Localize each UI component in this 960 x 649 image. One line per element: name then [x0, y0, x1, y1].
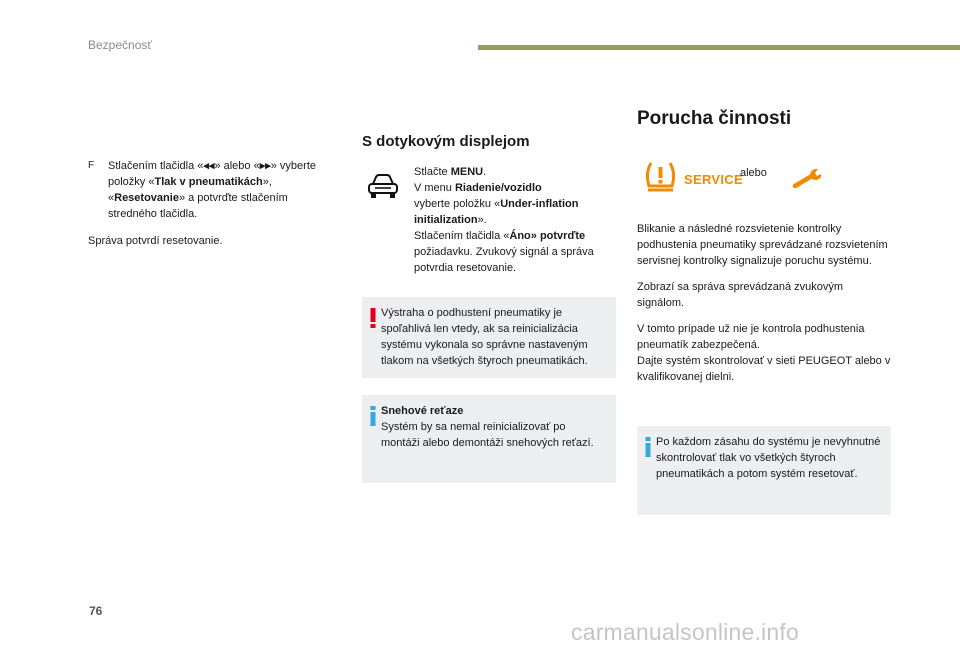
reset-instructions [88, 158, 338, 249]
touch-steps: Stlačte MENU. V menu Riadenie/vozidlo vyberte položku «Under-inflation initialization». Stlačením tlačidla «Áno» potvrďte požiadavku. Zvukový signál a správa potvrdia resetovanie. [414, 166, 594, 274]
menu-driving-vehicle: Riadenie/vozidlo [454, 182, 542, 194]
menu-key: MENU [450, 166, 484, 178]
snow-chains-note: Snehové reťaze Systém by sa nemal reinicializovať po montáži alebo demontáži snehových reťazí. [362, 395, 616, 483]
menu-reset: Resetovanie [114, 192, 179, 204]
car-icon [366, 172, 400, 200]
exclamation-icon [367, 307, 379, 329]
touch-display-heading: S dotykovým displejom [362, 133, 530, 150]
page-number: 76 [89, 604, 103, 618]
bullet-marker: F [88, 160, 95, 171]
reset-step [88, 158, 338, 222]
warning-note: Výstraha o podhustení pneumatiky je spoľahlivá len vtedy, ak sa reinicializácia systému vykonala so správne nastaveným tlakom na všetkých štyroch pneumatikách. [362, 297, 616, 378]
tire-warning-icon [643, 160, 678, 193]
service-badge: SERVICE [684, 172, 743, 187]
fault-description: Blikanie a následné rozsvietenie kontrolky podhustenia pneumatiky sprevádzané rozsvietením servisnej kontrolky signalizuje poruchu systému. Zobrazí sa správa sprevádzaná zvukovým signálom. V tomto prípade už nie je kontrola podhustenia pneumatík zabezpečená. Dajte systém skontrolovať v sieti PEUGEOT alebo v kvalifikovanej dielni. [637, 223, 891, 383]
next-arrows-icon: ▸▸ [259, 160, 271, 172]
info-icon [367, 405, 379, 427]
reset-step-text: Stlačením tlačidla «◂◂» alebo «▸▸» vyberte položky «Tlak v pneumatikách», «Resetovanie» a potvrďte stlačením stredného tlačidla. [108, 160, 316, 220]
yes-button-label: Áno» potvrďte [509, 230, 586, 242]
snow-chains-title: Snehové reťaze [381, 405, 464, 417]
header-accent-bar [478, 45, 960, 50]
confirm-text: Správa potvrdí resetovanie. [88, 235, 223, 247]
fault-heading: Porucha činnosti [637, 108, 792, 129]
menu-tire-pressure: Tlak v pneumatikách [154, 176, 263, 188]
section-title: Bezpečnosť [88, 38, 152, 52]
service-tip-note: Po každom zásahu do systému je nevyhnutné skontrolovať tlak vo všetkých štyroch pneumatikách a potom systém resetovať. [637, 426, 891, 515]
prev-arrows-icon: ◂◂ [203, 160, 215, 172]
watermark: carmanualsonline.info [571, 619, 799, 645]
menu-under-inflation: Under-inflation initialization [414, 198, 579, 226]
wrench-icon [790, 166, 825, 190]
or-label: alebo [740, 167, 767, 179]
info-icon [642, 436, 654, 458]
